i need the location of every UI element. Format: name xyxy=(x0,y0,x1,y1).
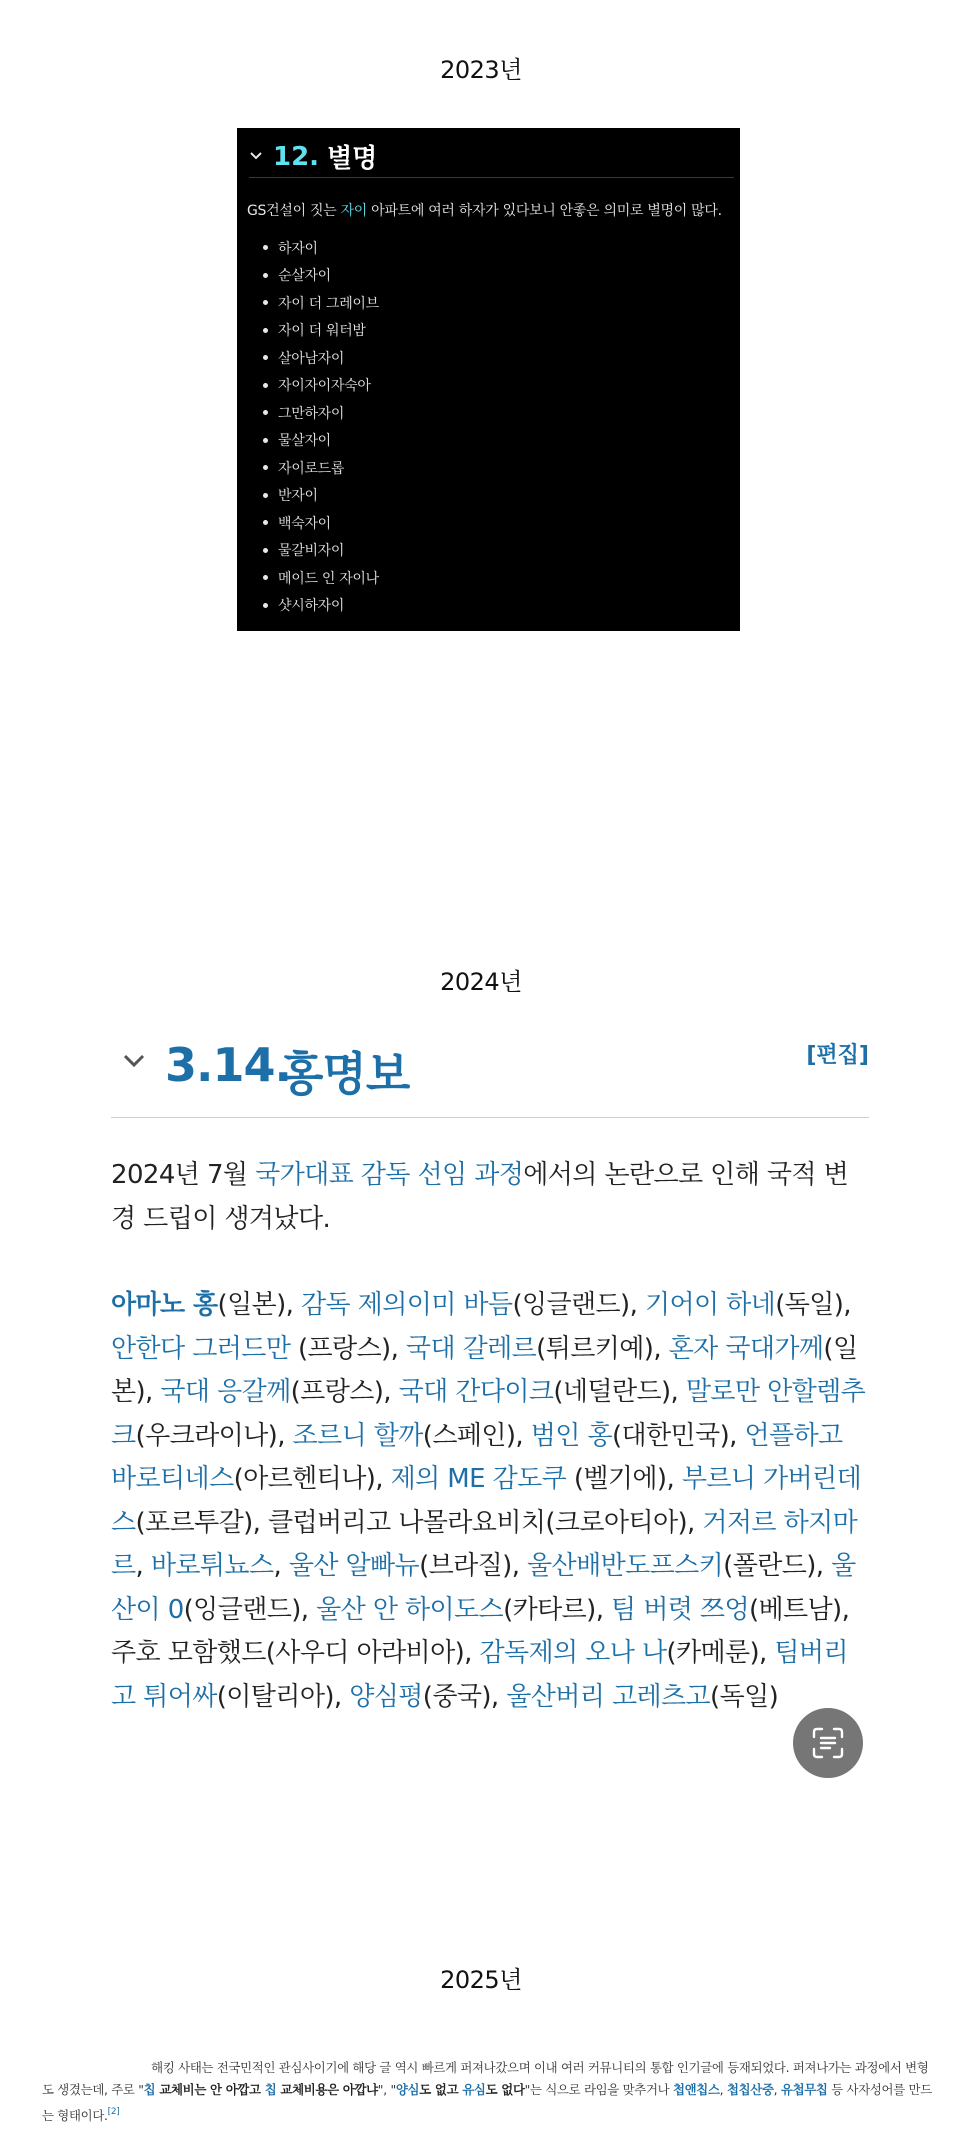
list-item xyxy=(263,537,379,565)
list-item-label: 자이로드롭 xyxy=(278,460,345,477)
list-item-label: 백숙자이 xyxy=(278,515,331,532)
link[interactable]: 제의 ME 감도쿠 xyxy=(390,1464,567,1494)
link[interactable]: 거저르 하지마르 xyxy=(111,1507,858,1581)
link[interactable]: 울산버리 고레츠고 xyxy=(506,1681,711,1712)
link[interactable]: 첩앤칩스 xyxy=(672,2082,720,2097)
namu-wiki-card-2023 xyxy=(237,128,740,631)
list-item-label: 자이자이자숙아 xyxy=(278,378,371,395)
chevron-down-icon[interactable] xyxy=(121,1048,147,1074)
link[interactable]: 팀버리고 튀어싸 xyxy=(111,1638,848,1712)
bullet-icon xyxy=(263,300,268,305)
text-run: (프랑스), xyxy=(290,1333,406,1364)
list-item xyxy=(263,317,379,345)
link[interactable]: 국대 간다이크 xyxy=(398,1377,554,1407)
footnote-ref[interactable]: [2] xyxy=(107,2107,120,2117)
link[interactable]: 울산이 0 xyxy=(111,1551,856,1625)
bullet-icon xyxy=(263,273,268,278)
link[interactable]: 말로만 안할렘추크 xyxy=(111,1377,866,1451)
text-run: (대한민국), xyxy=(611,1420,745,1451)
link[interactable]: 감독제의 오나 나 xyxy=(479,1638,667,1668)
link[interactable]: 첩칩산중 xyxy=(726,2082,774,2097)
text-run: , xyxy=(135,1551,151,1581)
list-item-label: 메이드 인 자이나 xyxy=(278,570,379,587)
paragraph-intro xyxy=(111,1154,871,1241)
link[interactable]: 울산 알빠뉴 xyxy=(288,1551,420,1581)
bullet-icon xyxy=(263,603,268,608)
nickname-list xyxy=(263,234,379,619)
text-run: 에서의 논란으로 인해 국적 변경 드립이 생겨났다. xyxy=(111,1160,849,1234)
section-number: 3.14. xyxy=(165,1038,291,1092)
link[interactable]: 유심 xyxy=(462,2082,486,2097)
list-item xyxy=(263,399,379,427)
link[interactable]: 부르니 가버린데스 xyxy=(111,1464,862,1538)
list-item-label: 물살자이 xyxy=(278,433,331,450)
text-run: (스페인), xyxy=(422,1420,531,1451)
link[interactable]: 아마노 홍 xyxy=(111,1290,218,1320)
section-header xyxy=(111,1010,869,1118)
text-run: (프랑스), xyxy=(290,1377,399,1407)
bullet-icon xyxy=(263,245,268,250)
text-run: (브라질), xyxy=(419,1551,528,1581)
section-number: 12. xyxy=(273,141,320,172)
list-item xyxy=(263,372,379,400)
list-item-label: 반자이 xyxy=(278,488,318,505)
list-item-label: 순살자이 xyxy=(278,268,331,285)
link[interactable]: 국가대표 감독 선임 과정 xyxy=(255,1160,524,1190)
list-item-label: 자이 더 그레이브 xyxy=(278,295,379,312)
text-run: (잉글랜드), xyxy=(183,1594,317,1625)
bullet-icon xyxy=(263,548,268,553)
text-run: (잉글랜드), xyxy=(512,1290,645,1320)
list-item xyxy=(263,482,379,510)
list-item xyxy=(263,234,379,262)
link[interactable]: 기어이 하네 xyxy=(644,1290,776,1320)
text-run: (벨기에), xyxy=(566,1464,682,1494)
bullet-icon xyxy=(263,575,268,580)
paragraph-nicknames xyxy=(111,1284,871,1719)
bullet-icon xyxy=(263,520,268,525)
text-run: (일본), xyxy=(217,1290,301,1320)
text-run: (포르투갈), 클럽버리고 나몰라요비치(크로아티아), xyxy=(135,1507,703,1538)
text-run: (튀르키예), xyxy=(536,1333,669,1364)
list-item-label: 그만하자이 xyxy=(278,405,345,422)
link[interactable]: 울산 안 하이도스 xyxy=(316,1594,504,1625)
text-run: (카타르), xyxy=(503,1594,612,1625)
text-run: , xyxy=(273,1551,289,1581)
list-item-label: 자이 더 워터밤 xyxy=(278,323,366,340)
list-item xyxy=(263,427,379,455)
text-run: (카메룬), xyxy=(666,1638,775,1668)
text-run: 2024년 7월 xyxy=(111,1160,256,1190)
link[interactable]: 국대 갈레르 xyxy=(405,1333,537,1364)
link[interactable]: 혼자 국대가께 xyxy=(668,1333,824,1364)
text-run: (우크라이나), xyxy=(135,1420,293,1451)
text-run: (중국), xyxy=(422,1681,507,1712)
year-label-2024: 2024년 xyxy=(440,968,522,996)
link[interactable]: 칩 xyxy=(143,2082,156,2097)
text-run: (이탈리아), xyxy=(216,1681,350,1712)
section-intro: GS건설이 짓는 자이 아파트에 여러 하자가 있다보니 안좋은 의미로 별명이 많다. xyxy=(247,203,722,219)
list-item xyxy=(263,344,379,372)
link[interactable]: 울산배반도프스키 xyxy=(527,1551,724,1581)
section-title: 홍명보 xyxy=(279,1047,410,1101)
list-item xyxy=(263,262,379,290)
link[interactable]: 칩 xyxy=(264,2082,277,2097)
text-run: (독일) xyxy=(710,1681,779,1712)
lens-scan-icon xyxy=(811,1726,845,1760)
list-item-label: 물갈비자이 xyxy=(278,543,345,560)
year-label-2025: 2025년 xyxy=(440,1966,522,1994)
text-run: (네덜란드), xyxy=(553,1377,686,1407)
section-header[interactable] xyxy=(249,136,734,178)
text-run: (아르헨티나), xyxy=(233,1464,391,1494)
link[interactable]: 양심평 xyxy=(349,1681,423,1712)
link[interactable]: 감독 제의이미 바듬 xyxy=(300,1290,513,1320)
link[interactable]: 범인 홍 xyxy=(530,1420,612,1451)
link[interactable]: 바로튀뇨스 xyxy=(150,1551,274,1581)
text-run: (독일), xyxy=(775,1290,851,1320)
list-item xyxy=(263,289,379,317)
bullet-icon xyxy=(263,328,268,333)
xi-link[interactable]: 자이 xyxy=(340,203,368,219)
bullet-icon xyxy=(263,355,268,360)
link[interactable]: 양심 xyxy=(395,2082,420,2097)
list-item xyxy=(263,592,379,620)
text-run: (베트남), 주호 모함했드(사우디 아라비아), xyxy=(111,1594,850,1668)
bullet-icon xyxy=(263,438,268,443)
section-title: 별명 xyxy=(327,144,378,174)
link[interactable]: 조르니 할까 xyxy=(292,1420,423,1451)
bullet-icon xyxy=(263,383,268,388)
list-item-label: 샷시하자이 xyxy=(278,598,345,615)
edit-link[interactable]: [편집] xyxy=(806,1043,869,1068)
link[interactable]: 팀 버렷 쯔엉 xyxy=(611,1594,749,1625)
list-item-label: 살아남자이 xyxy=(278,350,345,367)
link[interactable]: 국대 응갈께 xyxy=(160,1377,291,1407)
list-item xyxy=(263,454,379,482)
footnote-paragraph: 해킹 사태는 전국민적인 관심사이기에 해당 글 역시 빠르게 퍼져나갔으며 이내 여러 커뮤니티의 통합 인기글에 등재되었다. 퍼져나가는 과정에서 변형도 생겼는데, 주로 "칩 교체비는 안 아깝고 칩 교체비용은 아깝냐", "양심도 없고 유심도 없다"는 식으로 라임을 맞추거나 첩앤칩스, 첩칩산중, 유첩무칩 등 사자성어를 만드는 형태이다.[2] xyxy=(42,2060,932,2123)
text-run: (일본), xyxy=(111,1333,858,1407)
link[interactable]: 언플하고 바로티네스 xyxy=(111,1420,843,1494)
list-item xyxy=(263,509,379,537)
text-run: (폴란드), xyxy=(723,1551,832,1581)
year-label-2023: 2023년 xyxy=(440,56,522,84)
link[interactable]: 안한다 그러드만 xyxy=(111,1333,291,1364)
lens-scan-button[interactable] xyxy=(793,1708,863,1778)
link[interactable]: 유첩무칩 xyxy=(780,2082,828,2097)
list-item-label: 하자이 xyxy=(278,240,318,257)
chevron-down-icon[interactable] xyxy=(249,149,263,163)
bullet-icon xyxy=(263,465,268,470)
bullet-icon xyxy=(263,410,268,415)
list-item xyxy=(263,564,379,592)
bullet-icon xyxy=(263,493,268,498)
